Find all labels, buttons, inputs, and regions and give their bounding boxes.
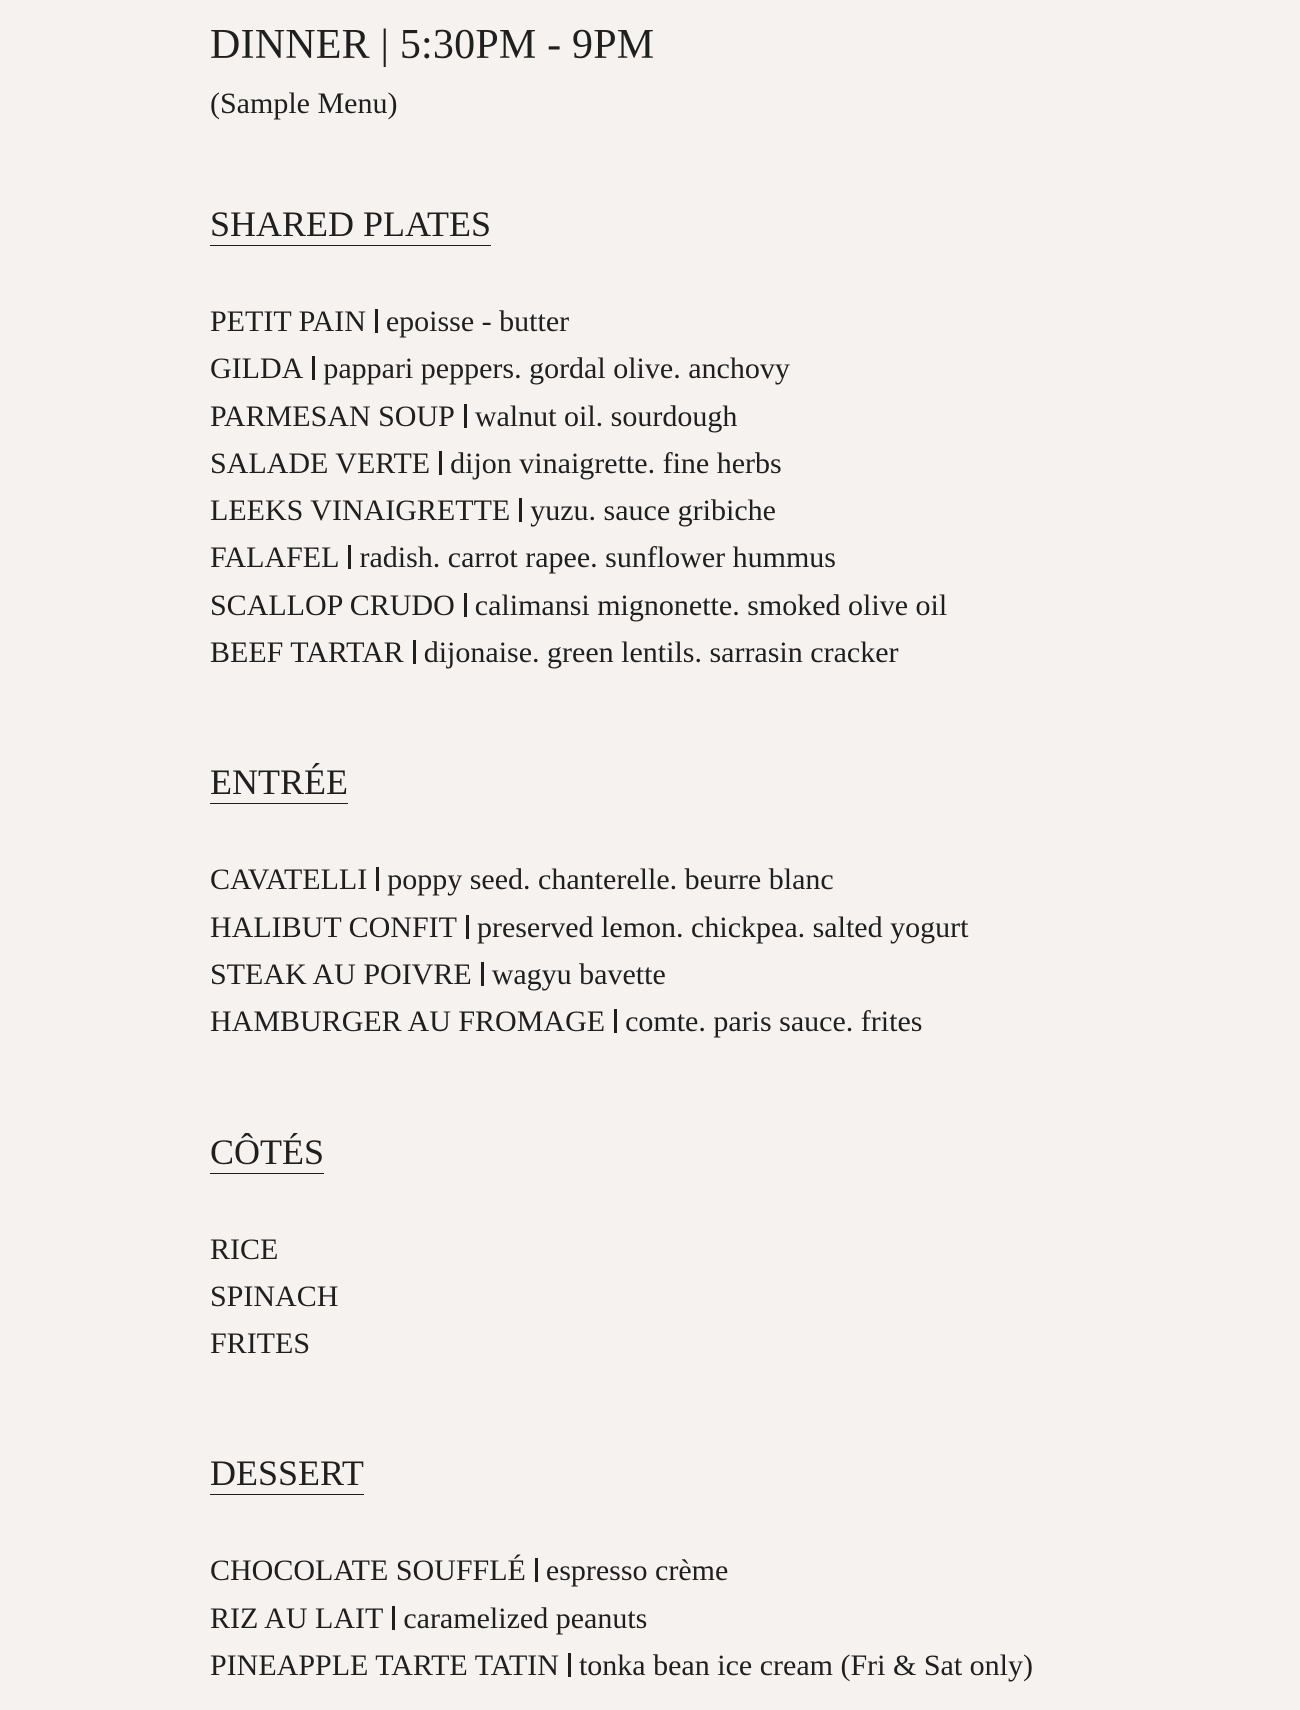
menu-item	[210, 998, 1270, 1045]
cotes-list	[210, 1226, 1270, 1368]
separator-bar	[312, 356, 315, 380]
section-cotes	[210, 1132, 1270, 1368]
dessert-list	[210, 1547, 1270, 1689]
menu-item	[210, 629, 1270, 676]
menu-item	[210, 1273, 1270, 1320]
item-description: radish. carrot rapee. sunflower hummus	[359, 541, 836, 575]
separator-bar	[466, 915, 469, 939]
section-heading-shared-plates: SHARED PLATES	[210, 204, 492, 244]
item-description: poppy seed. chanterelle. beurre blanc	[387, 863, 834, 897]
menu-item	[210, 951, 1270, 998]
menu-item	[210, 904, 1270, 951]
item-description: tonka bean ice cream (Fri & Sat only)	[578, 1649, 1033, 1683]
item-description: calimansi mignonette. smoked olive oil	[474, 588, 948, 622]
item-name: SALADE VERTE	[210, 446, 431, 480]
item-description: espresso crème	[545, 1554, 729, 1588]
menu-item	[210, 487, 1270, 534]
item-name: RICE	[210, 1232, 279, 1266]
separator-bar	[348, 545, 351, 569]
item-description: caramelized peanuts	[403, 1601, 648, 1635]
separator-bar	[519, 498, 522, 522]
menu-item	[210, 1547, 1270, 1594]
menu-item	[210, 582, 1270, 629]
section-dessert	[210, 1453, 1270, 1689]
separator-bar	[481, 962, 484, 986]
menu-item	[210, 298, 1270, 345]
section-entree	[210, 762, 1270, 1045]
dinner-menu	[210, 0, 1270, 1689]
separator-bar	[413, 640, 416, 664]
entree-list	[210, 856, 1270, 1045]
separator-bar	[376, 867, 379, 891]
item-name: FRITES	[210, 1327, 311, 1361]
item-description: walnut oil. sourdough	[474, 399, 738, 433]
section-heading-dessert: DESSERT	[210, 1453, 364, 1494]
item-description: dijonaise. green lentils. sarrasin cracker	[423, 636, 899, 670]
page-title: DINNER | 5:30PM - 9PM	[210, 22, 655, 68]
item-description: epoisse - butter	[385, 305, 570, 338]
separator-bar	[439, 451, 442, 475]
item-description: dijon vinaigrette. fine herbs	[450, 446, 782, 480]
item-name: FALAFEL	[210, 541, 340, 575]
item-name: SPINACH	[210, 1279, 339, 1313]
item-description: wagyu bavette	[491, 957, 666, 991]
section-heading-entree: ENTRÉE	[210, 762, 348, 803]
separator-bar	[464, 593, 467, 617]
menu-item	[210, 440, 1270, 487]
item-name: RIZ AU LAIT	[210, 1601, 384, 1635]
section-shared-plates	[210, 204, 1270, 676]
separator-bar	[568, 1653, 571, 1677]
separator-bar	[375, 309, 378, 333]
item-name: PETIT PAIN	[210, 305, 366, 338]
item-description: comte. paris sauce. frites	[625, 1005, 923, 1039]
item-description: yuzu. sauce gribiche	[530, 494, 776, 528]
separator-bar	[614, 1009, 617, 1033]
item-name: CHOCOLATE SOUFFLÉ	[210, 1554, 526, 1588]
item-description: pappari peppers. gordal olive. anchovy	[323, 352, 790, 386]
item-description: preserved lemon. chickpea. salted yogurt	[476, 910, 969, 944]
separator-bar	[535, 1558, 538, 1582]
item-name: CAVATELLI	[210, 863, 368, 897]
item-name: PINEAPPLE TARTE TATIN	[210, 1649, 559, 1683]
menu-item	[210, 534, 1270, 581]
separator-bar	[392, 1606, 395, 1630]
menu-item	[210, 1320, 1270, 1367]
item-name: LEEKS VINAIGRETTE	[210, 494, 511, 528]
menu-item	[210, 345, 1270, 392]
item-name: HALIBUT CONFIT	[210, 910, 457, 944]
separator-bar	[464, 404, 467, 428]
shared-plates-list	[210, 298, 1270, 676]
item-name: GILDA	[210, 352, 304, 386]
item-name: PARMESAN SOUP	[210, 399, 455, 433]
menu-item	[210, 1642, 1270, 1689]
section-heading-cotes: CÔTÉS	[210, 1131, 325, 1172]
item-name: SCALLOP CRUDO	[210, 588, 455, 622]
menu-item	[210, 393, 1270, 440]
page-subtitle: (Sample Menu)	[210, 87, 398, 120]
item-name: HAMBURGER AU FROMAGE	[210, 1005, 606, 1039]
menu-item	[210, 1595, 1270, 1642]
item-name: BEEF TARTAR	[210, 636, 404, 670]
menu-item	[210, 856, 1270, 903]
menu-item	[210, 1226, 1270, 1273]
item-name: STEAK AU POIVRE	[210, 957, 472, 991]
